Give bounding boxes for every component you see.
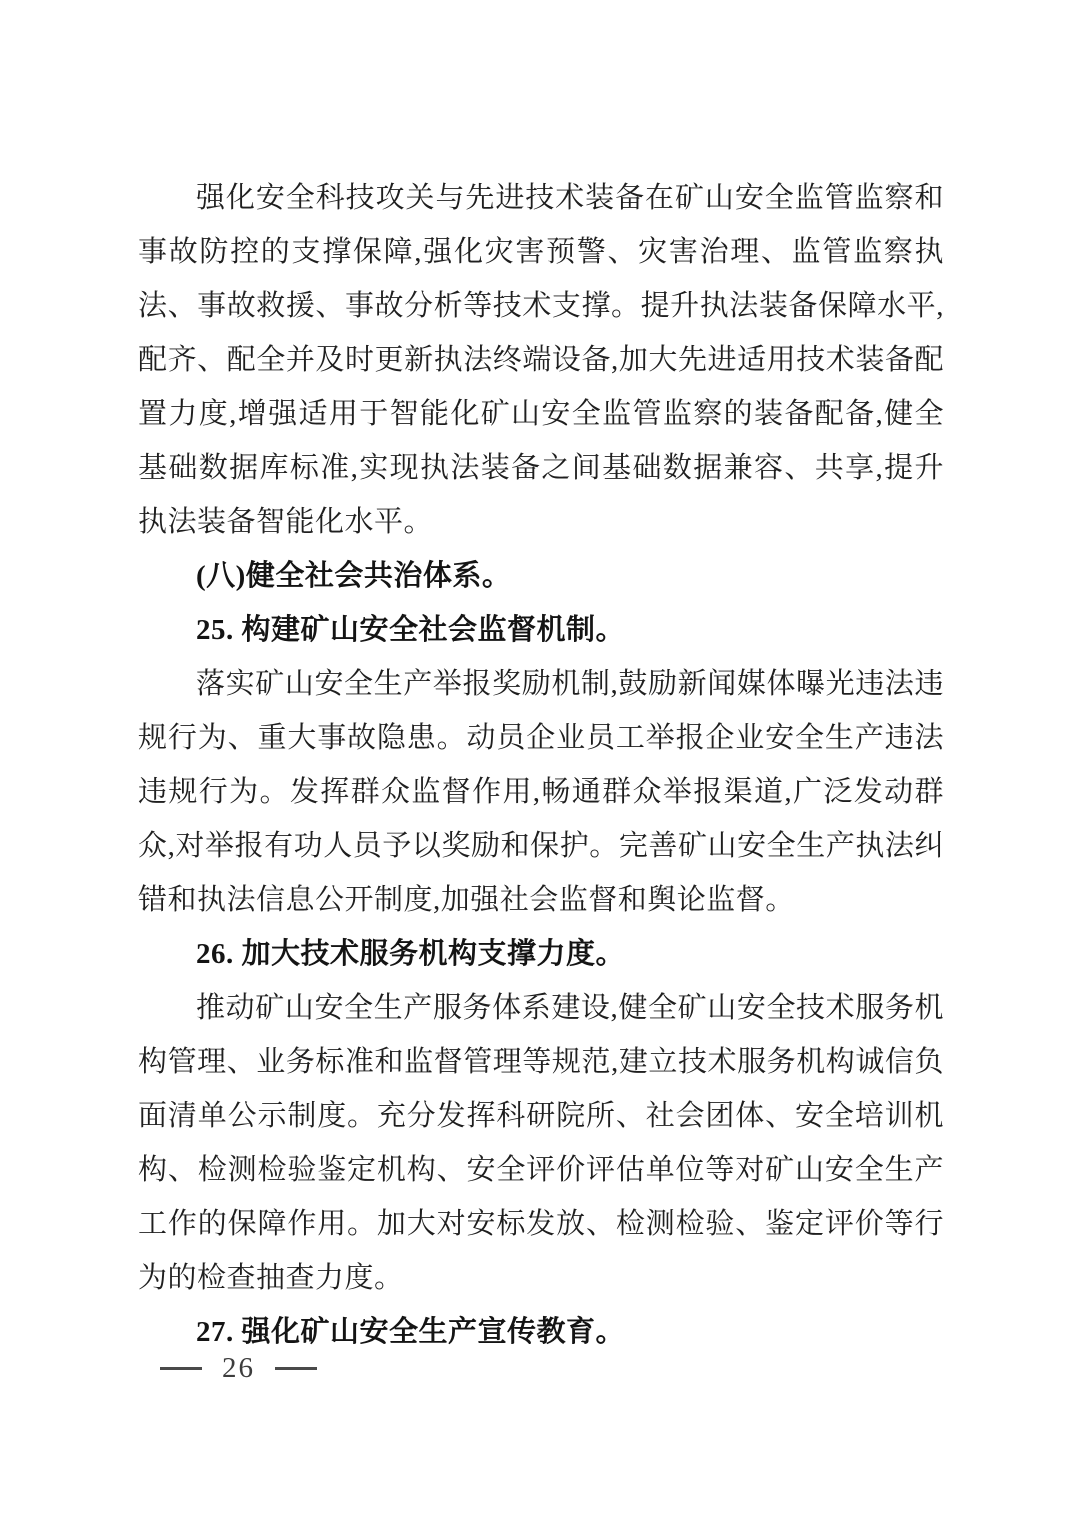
page-footer — [160, 1352, 317, 1385]
footer-left-dash — [160, 1367, 202, 1370]
paragraph-science-tech-support: 强化安全科技攻关与先进技术装备在矿山安全监管监察和事故防控的支撑保障,强化灾害预警、灾害治理、监管监察执法、事故救援、事故分析等技术支撑。提升执法装备保障水平,配齐、配全并及时更新执法终端设备,加大先进适用技术装备配置力度,增强适用于智能化矿山安全监管监察的装备配备,健全基础数据库标准,实现执法装备之间基础数据兼容、共享,提升执法装备智能化水平。 — [138, 182, 944, 538]
page-number: 26 — [222, 1352, 255, 1384]
footer-right-dash — [275, 1367, 317, 1370]
item-heading-26: 26. 加大技术服务机构支撑力度。 — [196, 938, 626, 970]
item-heading-27: 27. 强化矿山安全生产宣传教育。 — [196, 1316, 626, 1348]
item-heading-25: 25. 构建矿山安全社会监督机制。 — [196, 614, 626, 646]
paragraph-technical-service-system: 推动矿山安全生产服务体系建设,健全矿山安全技术服务机构管理、业务标准和监督管理等规范,建立技术服务机构诚信负面清单公示制度。充分发挥科研院所、社会团体、安全培训机构、检测检验鉴定机构、安全评价评估单位等对矿山安全生产工作的保障作用。加大对安标发放、检测检验、鉴定评价等行为的检查抽查力度。 — [138, 992, 944, 1294]
paragraph-reporting-reward-mechanism: 落实矿山安全生产举报奖励机制,鼓励新闻媒体曝光违法违规行为、重大事故隐患。动员企业员工举报企业安全生产违法违规行为。发挥群众监督作用,畅通群众举报渠道,广泛发动群众,对举报有功人员予以奖励和保护。完善矿山安全生产执法纠错和执法信息公开制度,加强社会监督和舆论监督。 — [138, 668, 944, 916]
section-heading-8-social-cogovernance: (八)健全社会共治体系。 — [196, 560, 512, 592]
